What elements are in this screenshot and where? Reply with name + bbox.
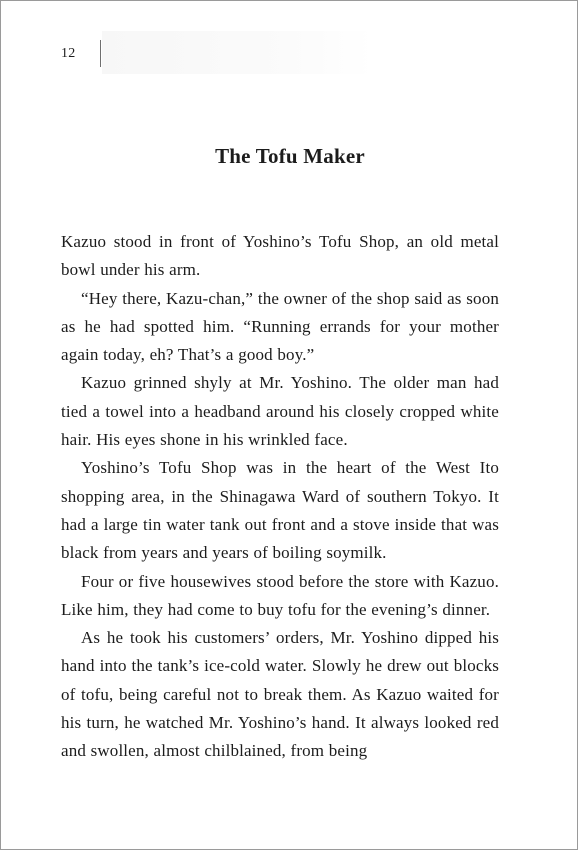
chapter-title: The Tofu Maker <box>215 144 365 168</box>
paragraph-4: Yoshino’s Tofu Shop was in the heart of the West Ito shopping area, in the Shinagawa Ward of southern Tokyo. It had a large tin water tank out front and a stove inside that was black from years and years of boiling soymilk. <box>61 458 499 563</box>
paragraph-6: As he took his customers’ orders, Mr. Yoshino dipped his hand into the tank’s ice-cold water. Slowly he drew out blocks of tofu, being careful not to break them. As Kazuo waited for his turn, he watched Mr. Yoshino’s hand. It always looked red and swollen, almost chilblained, from being <box>61 628 499 761</box>
page-header <box>1 1 578 81</box>
paragraph-2: “Hey there, Kazu-chan,” the owner of the shop said as soon as he had spotted him. “Running errands for your mother again today, eh? That’s a good boy.” <box>61 288 499 365</box>
body-text <box>61 228 499 766</box>
page-number: 12 <box>61 46 76 61</box>
paragraph-3: Kazuo grinned shyly at Mr. Yoshino. The older man had tied a towel into a headband around his closely cropped white hair. His eyes shone in his wrinkled face. <box>61 373 499 450</box>
paragraph-5: Four or five housewives stood before the store with Kazuo. Like him, they had come to buy tofu for the evening’s dinner. <box>61 571 499 619</box>
running-head-band <box>102 31 373 74</box>
paragraph-1: Kazuo stood in front of Yoshino’s Tofu Shop, an old metal bowl under his arm. <box>61 232 499 280</box>
header-divider <box>100 40 101 67</box>
